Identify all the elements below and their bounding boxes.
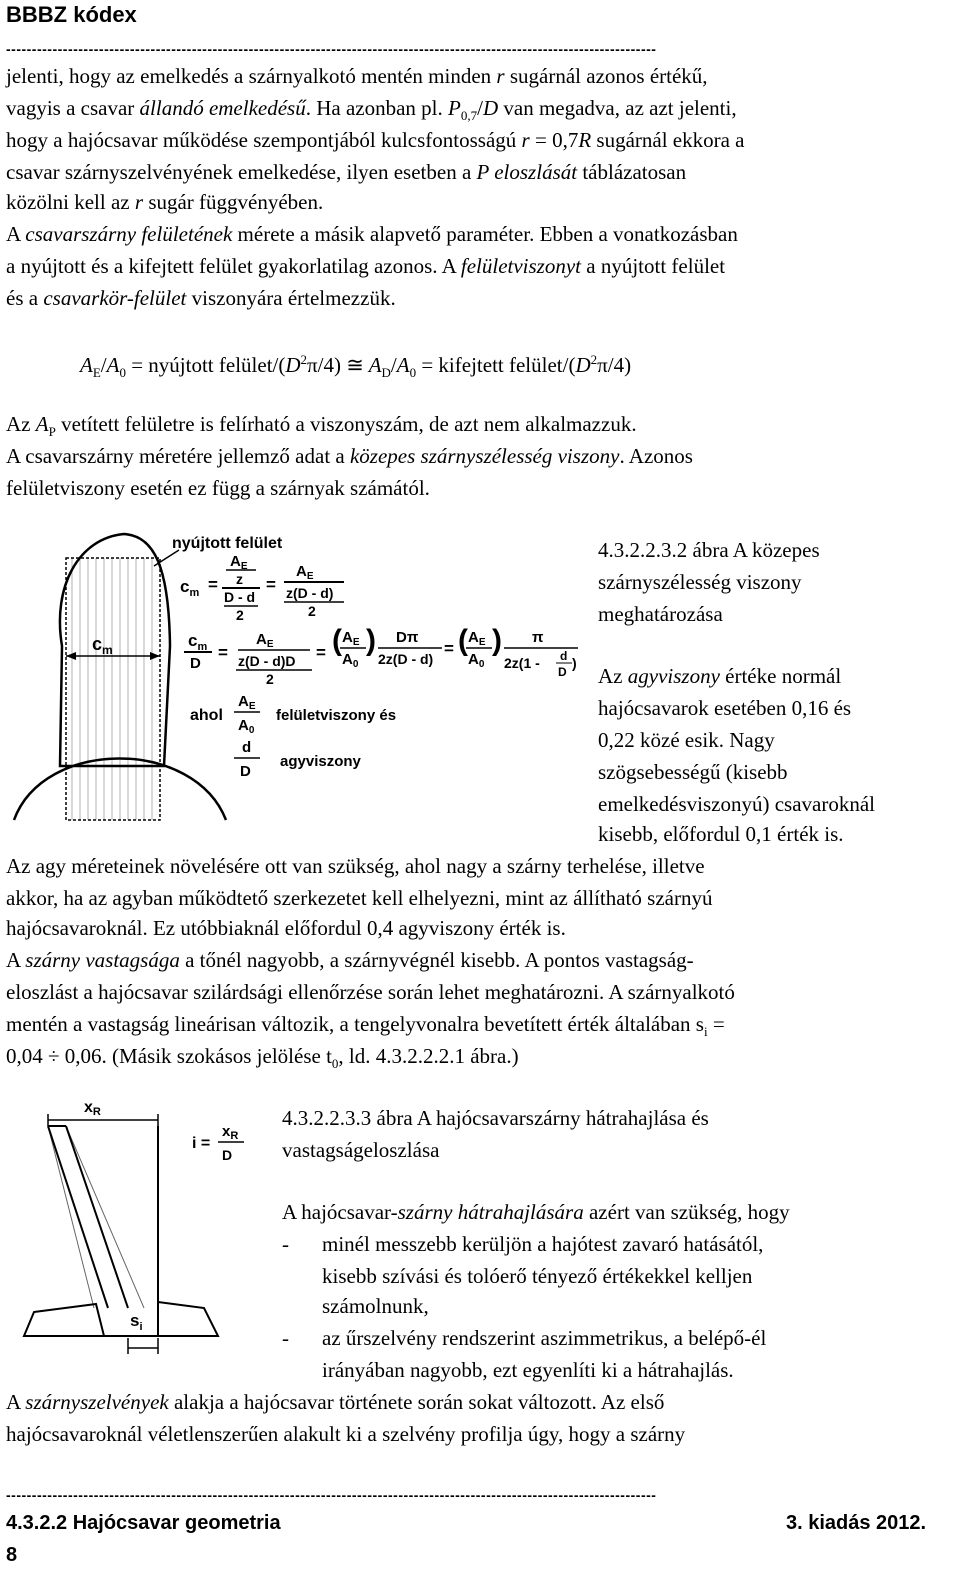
para2-line2: a nyújtott és a kifejtett felület gyakorlatilag azonos. A felületviszonyt a nyújtott felület [6,254,726,278]
para6-line1: A hajócsavar-szárny hátrahajlására azért van szükség, hogy [282,1200,790,1224]
svg-text:=: = [208,575,218,594]
svg-text:=: = [316,643,326,662]
para5-line2: eloszlást a hajócsavar szilárdsági ellenőrzése során lehet meghatározni. A szárnyalkotó [6,980,735,1004]
para1-line5: közölni kell az r sugár függvényében. [6,190,324,214]
si-label: $s_i$ [130,1311,143,1333]
para3-line2: A csavarszárny méretére jellemző adat a közepes szárnyszélesség viszony. Azonos [6,444,693,468]
svg-text:AE: $A_E$ [468,629,486,648]
bullet2-line1: az űrszelvény rendszerint aszimmetrikus, a belépő-él [322,1326,767,1350]
cm-label: $c_m$ [92,634,113,657]
blade-skew-figure [4,1098,274,1360]
bullet1-line2: kisebb szívási és tolóerő tényező értékekkel kelljen [322,1264,753,1288]
svg-text:cm: $c_m$ [180,577,200,599]
svg-text:D: D [222,1147,233,1163]
para5-line3: mentén a vastagság lineárisan változik, a tengelyvonalra bevetített érték általában $s_i$ = [6,1012,725,1040]
para4-line2: akkor, ha az agyban működtető szerkezetet kell elhelyezni, mint az állítható szárnyú [6,886,713,910]
para4-line3: hajócsavaroknál. Ez utóbbiaknál előfordul 0,4 agyviszony érték is. [6,916,566,940]
fig3-caption-line2: vastagságeloszlása [282,1138,440,1162]
para2-line3: és a csavarkör-felület viszonyára értelmezzük. [6,286,396,310]
para7-line1: A szárnyszelvények alakja a hajócsavar története során sokat változott. Az első [6,1390,665,1414]
svg-text:z: z [236,571,243,587]
svg-text:D: D [240,763,251,780]
blade-trailing-line [66,1126,128,1308]
fig2-caption-line3: meghatározása [598,602,723,626]
para7-line2: hajócsavaroknál véletlenszerűen alakult ki a szelvény profilja úgy, hogy a szárny [6,1422,686,1446]
hub-left [24,1304,104,1336]
svg-text:): ) [572,655,577,671]
side-text-line3: 0,22 közé esik. Nagy [598,728,775,752]
bullet1-line1: minél messzebb kerüljön a hajótest zavaró hatásától, [322,1232,764,1256]
ahol-label: ahol [190,707,223,724]
svg-text:2: 2 [236,607,244,623]
area-ratio-label: felületviszony és [276,707,397,724]
svg-text:Dπ: Dπ [396,629,419,646]
svg-text:2z(1 -: 2z(1 - [504,655,540,671]
bullet1-dash: - [282,1232,289,1256]
footer-section: 4.3.2.2 Hajócsavar geometria [6,1512,281,1534]
page-number: 8 [6,1544,18,1566]
para1-line3: hogy a hajócsavar működése szempontjából kulcsfontosságú r = 0,7R sugárnál ekkora a [6,128,745,152]
svg-text:AE: $A_E$ [238,693,256,712]
svg-text:D: D [558,665,567,679]
svg-text:z(D - d): z(D - d) [286,585,334,601]
svg-text:A0: $A_0$ [468,651,485,670]
svg-text:AE: $A_E$ [296,563,314,582]
svg-text:(: ( [458,624,468,657]
side-text-line6: kisebb, előfordul 0,1 érték is. [598,822,844,846]
svg-text:D - d: D - d [224,589,256,605]
area-ratio-formula: $A_E/A_0$ = nyújtott felület/$(D^2\pi/4)$ ≅ $A_D/A_0$ = kifejtett felület/$(D^2\pi/4)$ [80,352,632,381]
para5-line1: A szárny vastagsága a tőnél nagyobb, a szárnyvégnél kisebb. A pontos vastagság- [6,948,694,972]
hub-ratio-label: agyviszony [280,753,361,770]
svg-text:2: 2 [266,671,274,687]
footer-edition: 3. kiadás 2012. [786,1512,927,1534]
fig2-caption-line1: 4.3.2.2.3.2 ábra A közepes [598,538,820,562]
blade-outline [60,534,170,766]
svg-text:AE: $A_E$ [256,631,274,650]
side-text-line2: hajócsavarok esetében 0,16 és [598,696,852,720]
svg-text:): ) [366,624,376,657]
para4-line1: Az agy méreteinek növelésére ott van szükség, ahol nagy a szárny terhelése, illetve [6,854,705,878]
para2-line1: A csavarszárny felületének mérete a másik alapvető paraméter. Ebben a vonatkozásban [6,222,738,246]
svg-text:cm: $c_m$ [188,631,208,653]
bullet2-line2: irányában nagyobb, ezt egyenlíti ki a hátrahajlás. [322,1358,734,1382]
para3-line3: felületviszony esetén ez függ a szárnyak számától. [6,476,430,500]
stretched-area-label: nyújtott felület [172,535,283,552]
svg-text:(: ( [332,624,342,657]
para5-line4: 0,04 ÷ 0,06. (Másik szokásos jelölése $t_0$, ld. 4.3.2.2.2.1 ábra.) [6,1044,519,1072]
svg-text:=: = [266,575,276,594]
bullet2-dash: - [282,1326,289,1350]
svg-text:d: d [242,739,252,756]
fig3-caption-line1: 4.3.2.2.3.3 ábra A hajócsavarszárny hátrahajlása és [282,1106,709,1130]
mean-blade-width-ratio-figure [4,526,584,822]
svg-text:xR: $x_R$ [222,1123,239,1142]
svg-text:AE: $A_E$ [230,553,248,572]
skew-formula: i = [192,1135,211,1152]
svg-text:D: D [190,655,201,672]
bullet1-line3: számolnunk, [322,1294,429,1318]
svg-text:): ) [492,624,502,657]
svg-text:2: 2 [308,603,316,619]
side-text-line5: emelkedésviszonyú) csavaroknál [598,792,875,816]
svg-text:=: = [444,639,454,658]
para1-line1: jelenti, hogy az emelkedés a szárnyalkotó mentén minden r sugárnál azonos értékű, [6,64,708,88]
svg-text:d: d [560,649,568,663]
svg-text:π: π [532,629,544,646]
side-text-line1: Az agyviszony értéke normál [598,664,842,688]
header-rule: ------------------------------------------------------------------------------------------------------------------------------ [6,41,657,57]
svg-text:AE: $A_E$ [342,629,360,648]
para1-line2: vagyis a csavar állandó emelkedésű. Ha azonban pl. $P_{0,7}/D$ van megadva, az azt jelenti, [6,96,737,124]
xr-label: xR [84,1099,101,1118]
para1-line4: csavar szárnyszelvényének emelkedése, ilyen esetben a P eloszlását táblázatosan [6,160,687,184]
para3-line1: Az $A_P$ vetített felületre is felírható a viszonyszám, de azt nem alkalmazzuk. [6,412,637,440]
svg-text:A0: $A_0$ [342,651,359,670]
hub-right [158,1302,218,1336]
svg-text:2z(D - d): 2z(D - d) [378,651,434,667]
side-text-line4: szögsebességű (kisebb [598,760,788,784]
footer-rule: ------------------------------------------------------------------------------------------------------------------------------ [6,1487,657,1503]
page-header-title: BBBZ kódex [6,2,137,27]
svg-text:=: = [218,643,228,662]
fig2-caption-line2: szárnyszélesség viszony [598,570,802,594]
svg-text:A0: $A_0$ [238,717,255,736]
svg-text:z(D - d)D: z(D - d)D [238,653,296,669]
